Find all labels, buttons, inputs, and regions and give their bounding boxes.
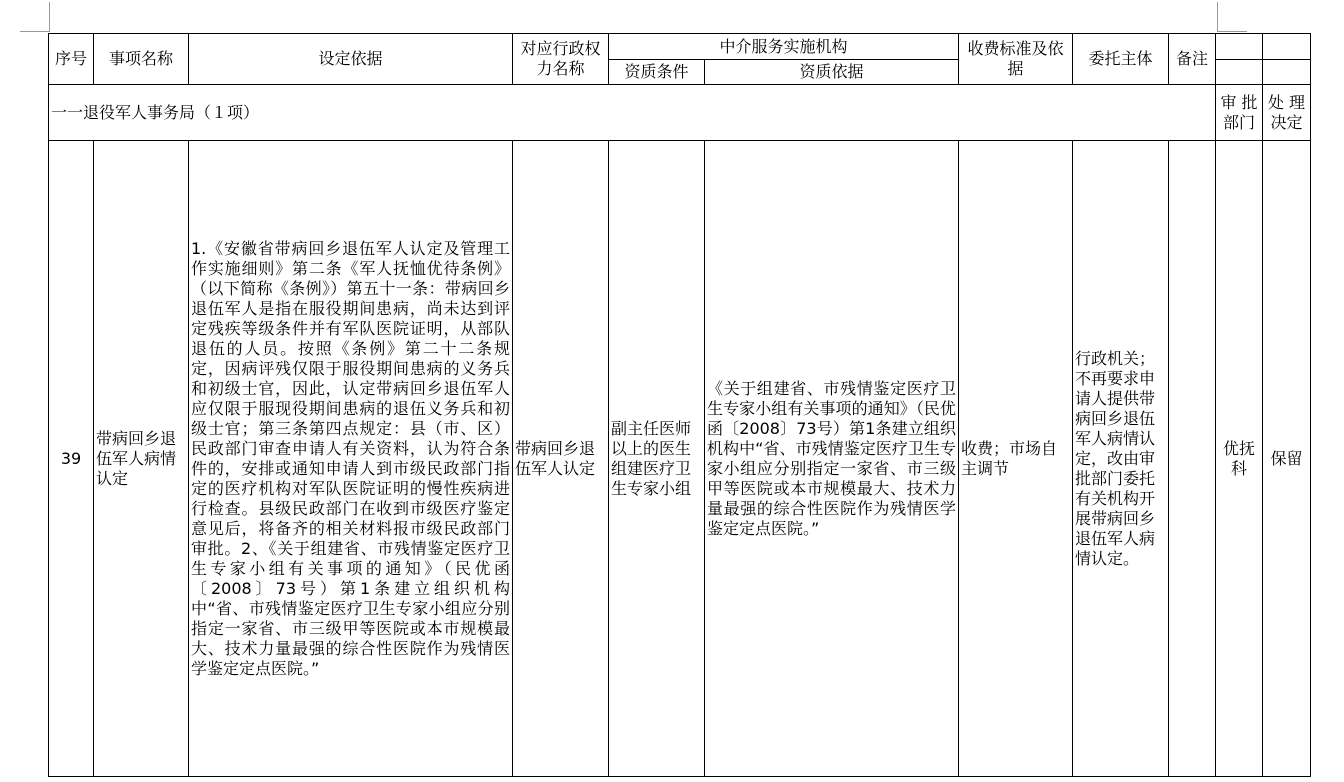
header-decision: 处 理决定 xyxy=(1263,85,1311,141)
header-blank-cell xyxy=(1216,34,1263,60)
header-seq: 序号 xyxy=(49,34,94,85)
row-power-name: 带病回乡退伍军人认定 xyxy=(513,141,609,777)
row-qual-cond: 副主任医师以上的医生组建医疗卫生专家小组 xyxy=(609,141,705,777)
header-item-name: 事项名称 xyxy=(94,34,189,85)
header-qual-cond: 资质条件 xyxy=(609,60,705,85)
header-entrust: 委托主体 xyxy=(1073,34,1169,85)
row-qual-basis: 《关于组建省、市残情鉴定医疗卫生专家小组有关事项的通知》（民优函〔2008〕73号）第1条建立组织机构中“省、市残情鉴定医疗卫生专家小组应分别指定一家省、市三级甲等医院或本市规模最大、技术力量最强的综合性医院作为残情医学鉴定定点医院。” xyxy=(705,141,959,777)
service-table xyxy=(48,33,1311,777)
header-note: 备注 xyxy=(1169,34,1216,85)
header-qual-basis: 资质依据 xyxy=(705,60,959,85)
header-row xyxy=(49,34,1311,60)
header-blank-cell xyxy=(1216,60,1263,85)
table-row xyxy=(49,141,1311,777)
row-entrust: 行政机关；不再要求申请人提供带病回乡退伍军人病情认定，改由审批部门委托有关机构开展带病回乡退伍军人病情认定。 xyxy=(1073,141,1169,777)
row-seq: 39 xyxy=(49,141,94,777)
row-item-name: 带病回乡退伍军人病情认定 xyxy=(94,141,189,777)
header-blank-cell xyxy=(1263,34,1311,60)
page-corner-mark xyxy=(1217,2,1218,32)
header-basis: 设定依据 xyxy=(189,34,513,85)
header-fee: 收费标准及依据 xyxy=(959,34,1073,85)
header-agency: 中介服务实施机构 xyxy=(609,34,959,60)
row-decision: 保留 xyxy=(1263,141,1311,777)
page-corner-mark xyxy=(1217,31,1247,32)
page-corner-mark xyxy=(20,31,50,32)
section-row xyxy=(49,85,1311,141)
section-title: 一一退役军人事务局（１项） xyxy=(49,85,1216,141)
row-note xyxy=(1169,141,1216,777)
header-blank-cell xyxy=(1263,60,1311,85)
row-approve-dept: 优抚科 xyxy=(1216,141,1263,777)
header-approve-dept: 审 批部门 xyxy=(1216,85,1263,141)
row-basis: 1.《安徽省带病回乡退伍军人认定及管理工作实施细则》第二条《军人抚恤优待条例》（以下简称《条例》）第五十一条：带病回乡退伍军人是指在服役期间患病，尚未达到评定残疾等级条件并有军队医院证明，从部队退伍的人员。按照《条例》第二十二条规定，因病评残仅限于服役期间患病的义务兵和初级士官，因此，认定带病回乡退伍军人应仅限于服现役期间患病的退伍义务兵和初级士官；第三条第四点规定：县（市、区）民政部门审查申请人有关资料，认为符合条件的，安排或通知申请人到市级民政部门指定的医疗机构对军队医院证明的慢性疾病进行检查。县级民政部门在收到市级医疗鉴定意见后，将备齐的相关材料报市级民政部门审批。2、《关于组建省、市残情鉴定医疗卫生专家小组有关事项的通知》（民优函〔2008〕73号）第1条建立组织机构中“省、市残情鉴定医疗卫生专家小组应分别指定一家省、市三级甲等医院或本市规模最大、技术力量最强的综合性医院作为残情医学鉴定定点医院。” xyxy=(189,141,513,777)
row-fee: 收费；市场自主调节 xyxy=(959,141,1073,777)
page-corner-mark xyxy=(49,2,50,32)
header-power-name: 对应行政权力名称 xyxy=(513,34,609,85)
